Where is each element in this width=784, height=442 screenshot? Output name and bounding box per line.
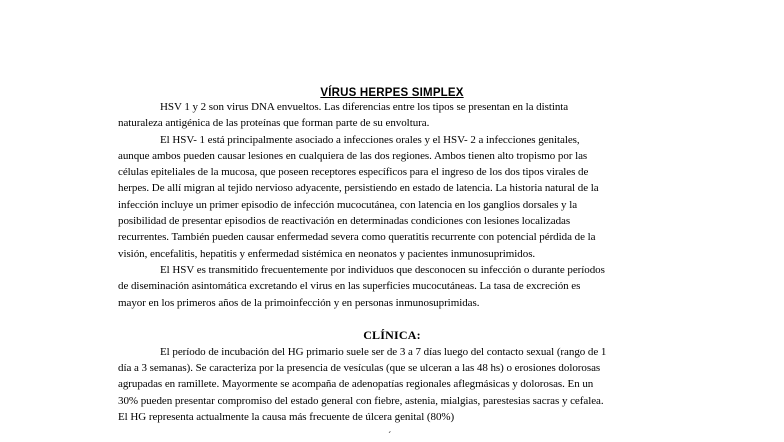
paragraph-2-line-5: infección incluye un primer episodio de infección mucocutánea, con latencia en los ganglios dorsales y la (118, 199, 578, 211)
clinica-line-3: agrupadas en ramillete. Mayormente se acompaña de adenopatías regionales aflegmásicas y dolorosas. En un (118, 378, 594, 390)
clinica-line-5: El HG representa actualmente la causa más frecuente de úlcera genital (80%) (118, 411, 455, 423)
clinica-line-4: 30% pueden presentar compromiso del estado general con fiebre, astenia, mialgias, parestesias sacras y cefalea. (118, 395, 604, 407)
paragraph-2-line-1: El HSV- 1 está principalmente asociado a infecciones orales y el HSV- 2 a infecciones genitales, (160, 134, 580, 146)
paragraph-2-line-4: herpes. De allí migran al tejido nervioso adyacente, persistiendo en estado de latencia. La historia natural de la (118, 182, 599, 194)
trailing-accent-mark: ´ (388, 431, 392, 442)
paragraph-1-line-2: naturaleza antigénica de las proteínas que forman parte de su envoltura. (118, 117, 430, 129)
paragraph-3-line-3: mayor en los primeros años de la primoinfección y en personas inmunosuprimidas. (118, 297, 480, 309)
paragraph-3-line-2: de diseminación asintomática excretando el virus en las superficies mucocutáneas. La tasa de excreción es (118, 280, 581, 292)
paragraph-2-line-8: visión, encefalitis, hepatitis y enfermedad sistémica en neonatos y pacientes inmunosuprimidos. (118, 248, 536, 260)
paragraph-2-line-3: células epiteliales de la mucosa, que poseen receptores específicos para el ingreso de los dos tipos virales de (118, 166, 589, 178)
paragraph-2-line-7: recurrentes. También pueden causar enfermedad severa como queratitis recurrente con potencial pérdida de la (118, 231, 596, 243)
clinica-line-2: día a 3 semanas). Se caracteriza por la presencia de vesículas (que se ulceran a las 48 hs) o erosiones dolorosas (118, 362, 601, 374)
clinica-heading: CLÍNICA: (363, 328, 421, 342)
clinica-line-1: El período de incubación del HG primario suele ser de 3 a 7 días luego del contacto sexual (rango de 1 (160, 346, 607, 358)
paragraph-2-line-6: posibilidad de presentar episodios de reactivación en determinadas condiciones con lesiones localizadas (118, 215, 571, 227)
document-title: VÍRUS HERPES SIMPLEX (320, 87, 464, 99)
paragraph-2-line-2: aunque ambos pueden causar lesiones en cualquiera de las dos regiones. Ambos tienen alto tropismo por las (118, 150, 588, 162)
paragraph-3-line-1: El HSV es transmitido frecuentemente por individuos que desconocen su infección o durante períodos (160, 264, 605, 276)
paragraph-1-line-1: HSV 1 y 2 son virus DNA envueltos. Las diferencias entre los tipos se presentan en la distinta (160, 101, 569, 113)
